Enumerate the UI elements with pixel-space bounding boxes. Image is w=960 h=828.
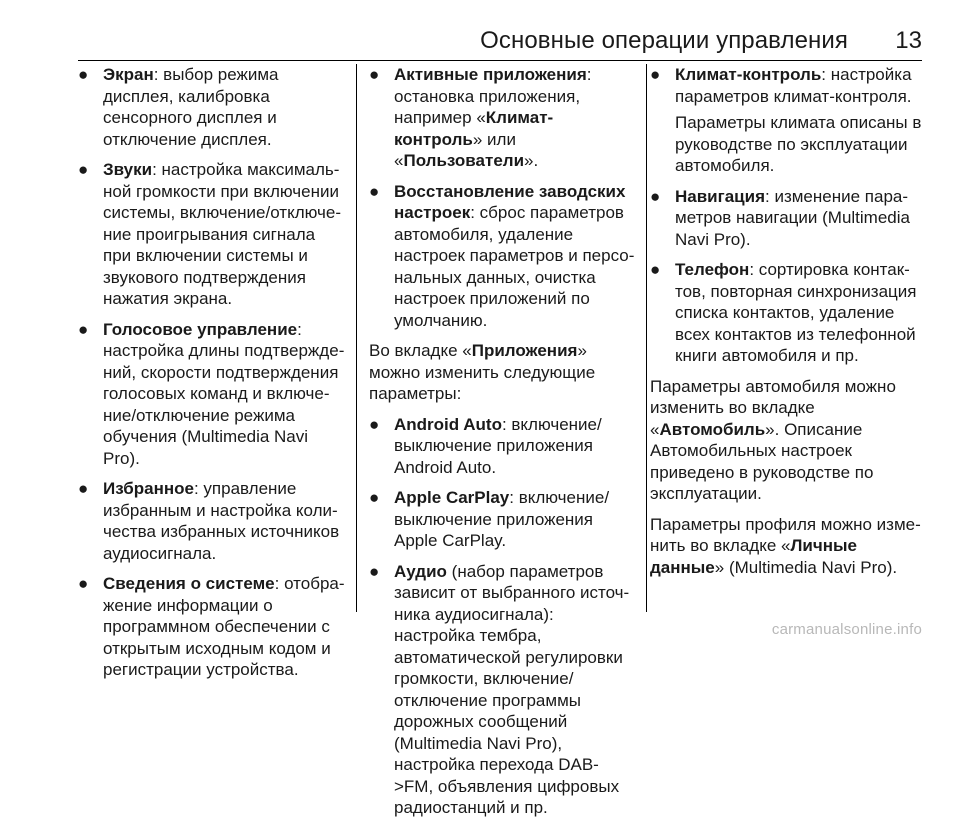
paragraph-text: » (Multimedia Navi Pro). [714, 557, 898, 577]
item-term: Пользователи [403, 151, 525, 170]
item-text: : сортировка контактов, повторная синхронизация списка контактов, удаление всех контактов из телефонной книги автомобиля и пр. [675, 260, 917, 365]
item-term: Звуки [103, 160, 153, 179]
bullet-icon: ● [78, 574, 89, 593]
item-term: Навигация [675, 186, 765, 206]
item-term: Android Auto [394, 414, 502, 434]
paragraph-profile-tab [650, 514, 930, 579]
list-item-favorites [78, 478, 346, 564]
bullet-icon: ● [369, 65, 380, 84]
paragraph-vehicle-tab [650, 376, 930, 505]
item-term: Восстановление заводских настроек [394, 181, 626, 222]
list-item-system-info [78, 573, 346, 681]
item-text: : изменение параметров навигации (Multimedia Navi Pro). [675, 186, 910, 249]
column-1 [78, 64, 346, 690]
page-number: 13 [895, 27, 922, 54]
item-text: : выбор режима дисплея, калибровка сенсорного дисплея и отключение дисплея. [103, 65, 279, 149]
paragraph-text: Во вкладке « [369, 341, 472, 360]
item-term: Климат-контроль [675, 65, 822, 84]
item-text: : включение/выключение приложения Android Auto. [394, 414, 602, 477]
bullet-icon: ● [78, 319, 89, 339]
list-item-voice-control [78, 319, 346, 470]
bullet-icon: ● [650, 260, 661, 279]
item-term: Телефон [675, 260, 750, 279]
bullet-icon: ● [369, 181, 380, 201]
item-text: : управление избранным и настройка количества избранных источников аудиосигнала. [103, 479, 340, 563]
column-divider-1 [356, 64, 357, 612]
bullet-icon: ● [369, 488, 380, 507]
item-term: Личные данные [650, 536, 857, 577]
footer-watermark: carmanualsonline.info [771, 621, 922, 638]
item-term: Голосовое управление [103, 319, 298, 339]
item-term: Apple CarPlay [394, 488, 510, 507]
bullet-icon: ● [78, 479, 89, 498]
item-text: : включение/выключение приложения Apple CarPlay. [394, 488, 610, 550]
paragraph-text: » можно изменить следующие параметры: [369, 341, 596, 403]
item-text: » или « [394, 129, 516, 170]
item-term: Избранное [103, 479, 194, 498]
column-3 [650, 64, 930, 587]
paragraph-apps-tab [369, 340, 636, 405]
list-item-android-auto [369, 414, 636, 479]
header-rule [78, 60, 922, 61]
item-text: : настройка длины подтверждений, скорости подтверждения голосовых команд и включение/отключение режима обучения (Multimedia Navi Pro). [103, 319, 345, 468]
item-term: Экран [103, 65, 154, 84]
item-text: ». [524, 151, 539, 170]
bullet-icon: ● [78, 65, 89, 84]
bullet-icon: ● [369, 561, 380, 581]
item-text: : сброс параметров автомобиля, удаление настроек параметров и персональных данных, очистка настроек приложений по умолчанию. [394, 203, 635, 330]
paragraph-text: Параметры профиля можно изменить во вкладке « [650, 514, 921, 555]
item-text: : настройка параметров климат-контроля. [675, 65, 912, 106]
list-item-audio [369, 561, 636, 819]
item-term: Автомобиль [659, 419, 766, 439]
list-item-sounds [78, 159, 346, 310]
bullet-icon: ● [650, 65, 661, 84]
item-text: : остановка приложения, например « [394, 65, 592, 127]
list-item-apple-carplay [369, 487, 636, 552]
page-header [0, 0, 960, 60]
list-item-screen [78, 64, 346, 150]
page-title: Основные операции управления [480, 27, 848, 54]
list-item-factory-reset [369, 181, 636, 332]
item-subtext: Параметры климата описаны в руководстве по эксплуатации автомобиля. [675, 113, 922, 175]
bullet-icon: ● [78, 160, 89, 179]
list-item-phone [650, 259, 930, 367]
list-item-climate [650, 64, 930, 177]
column-divider-2 [646, 64, 647, 612]
list-item-navigation [650, 186, 930, 251]
bullet-icon: ● [369, 414, 380, 434]
item-term: Активные приложения [394, 65, 587, 84]
item-text: : отображение информации о программном обеспечении с открытым исходным кодом и регистрации устройства. [103, 574, 345, 679]
item-text: : настройка максимальной громкости при включении системы, включение/отключение проигрывания сигнала при включении системы и звукового подтверждения нажатия экрана. [103, 160, 342, 308]
list-item-active-apps [369, 64, 636, 172]
item-term: Приложения [471, 341, 578, 360]
item-term: Климат-контроль [394, 108, 554, 149]
paragraph-text: Параметры автомобиля можно изменить во вкладке « [650, 376, 896, 439]
item-term: Сведения о системе [103, 574, 275, 593]
item-term: Аудио [394, 561, 447, 581]
bullet-icon: ● [650, 186, 661, 206]
item-text: (набор параметров зависит от выбранного источника аудиосигнала): настройка тембра, автоматической регулировки громкости, включение/отключение программы дорожных сообщений (Multimedia Navi Pro), настройка перехода DAB->FM, объявления цифровых радиостанций и пр. [394, 561, 630, 817]
paragraph-text: ». Описание Автомобильных настроек приведено в руководстве по эксплуатации. [650, 419, 874, 503]
column-2 [369, 64, 636, 828]
